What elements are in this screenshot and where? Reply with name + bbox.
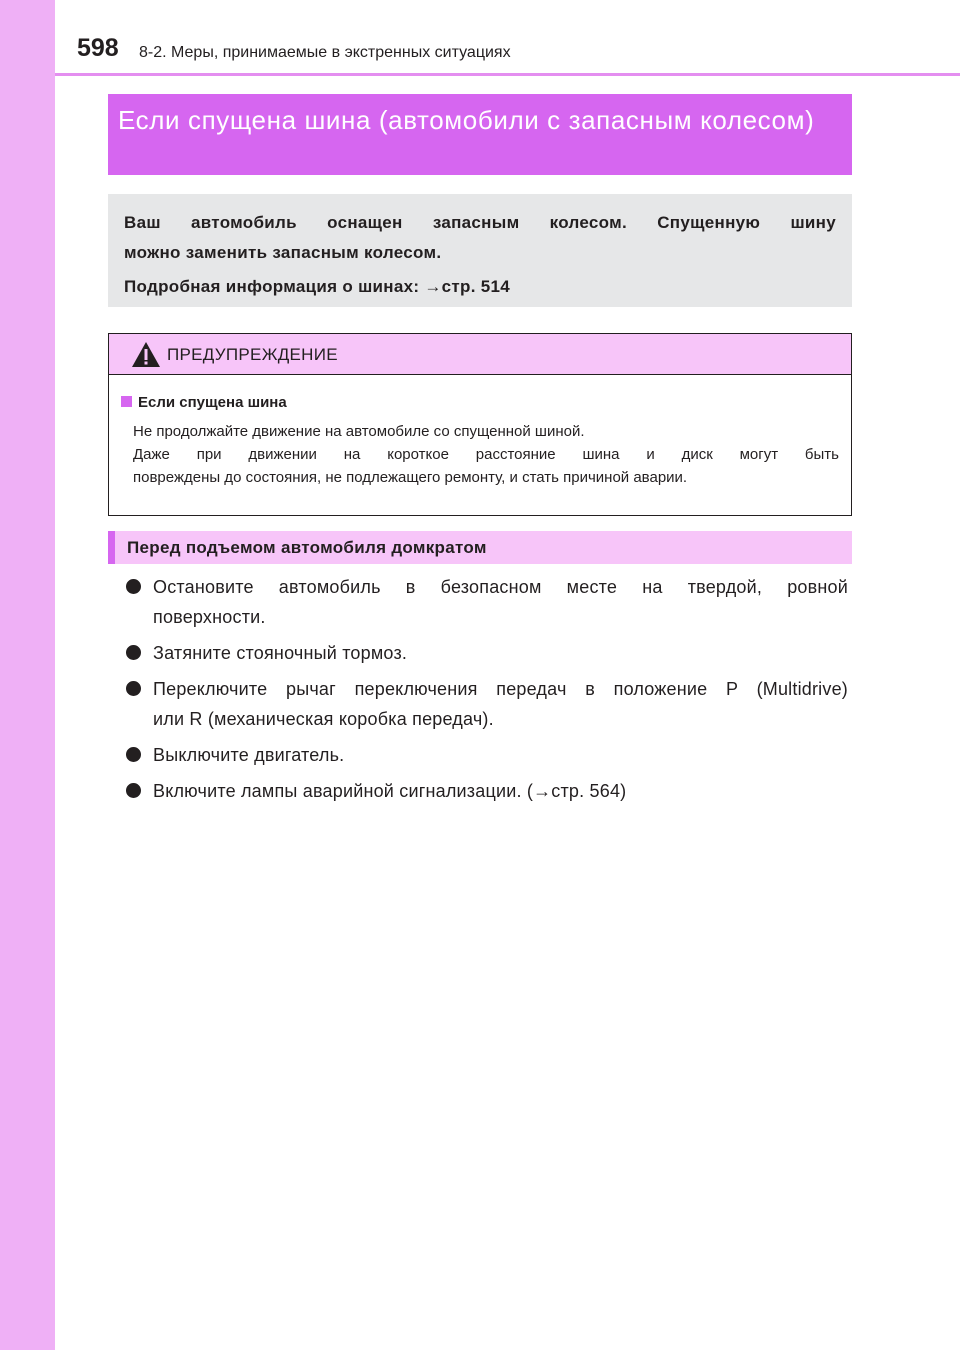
page-number: 598 — [77, 34, 119, 62]
step-line-1: Выключите двигатель. — [153, 745, 345, 765]
step-line-2: поверхности. — [153, 607, 266, 627]
warning-line-1: Не продолжайте движение на автомобиле со спущенной шиной. — [133, 423, 585, 440]
chapter-title: 8-2. Меры, принимаемые в экстренных ситуациях — [139, 44, 511, 61]
bullet-icon — [126, 783, 141, 798]
warning-subhead-text: Если спущена шина — [138, 394, 287, 411]
list-item — [124, 776, 848, 806]
subsection-title-banner — [108, 531, 852, 564]
intro-box — [108, 194, 852, 307]
warning-header — [109, 334, 851, 375]
subsection-title: Перед подъемом автомобиля домкратом — [127, 538, 487, 557]
list-item — [124, 572, 848, 632]
warning-line-2: Даже при движении на короткое расстояние шина и диск могут быть — [133, 446, 839, 463]
step-line-1: Затяните стояночный тормоз. — [153, 643, 408, 663]
page-header — [55, 0, 960, 78]
jacking-steps-list — [124, 572, 848, 812]
intro-page-reference: Подробная информация о шинах: →стр. 514 — [124, 277, 511, 296]
list-item — [124, 740, 848, 770]
warning-box — [108, 333, 852, 516]
section-title-banner — [108, 94, 852, 175]
intro-text-line-1: Ваш автомобиль оснащен запасным колесом. Спущенную шину — [124, 213, 836, 232]
step-line-2: или R (механическая коробка передач). — [153, 709, 494, 729]
list-item — [124, 674, 848, 734]
header-divider — [55, 73, 960, 76]
intro-text-line-2: можно заменить запасным колесом. — [124, 243, 442, 262]
warning-line-3: повреждены до состояния, не подлежащего ремонту, и стать причиной аварии. — [133, 469, 688, 486]
step-line-1: Включите лампы аварийной сигнализации. (→стр. 564) — [153, 781, 627, 801]
side-color-strip — [0, 0, 55, 1350]
bullet-icon — [126, 747, 141, 762]
section-title: Если спущена шина (автомобили с запасным колесом) — [118, 105, 815, 135]
list-item — [124, 638, 848, 668]
warning-subhead — [121, 393, 839, 413]
bullet-icon — [126, 645, 141, 660]
warning-body — [109, 375, 851, 489]
bullet-icon — [126, 681, 141, 696]
square-bullet-icon — [121, 396, 132, 407]
warning-triangle-icon — [131, 341, 161, 368]
step-line-1: Переключите рычаг переключения передач в положение P (Multidrive) — [153, 679, 848, 699]
warning-label: ПРЕДУПРЕЖДЕНИЕ — [167, 345, 338, 364]
step-line-1: Остановите автомобиль в безопасном месте на твердой, ровной — [153, 577, 848, 597]
bullet-icon — [126, 579, 141, 594]
warning-text — [133, 420, 839, 489]
